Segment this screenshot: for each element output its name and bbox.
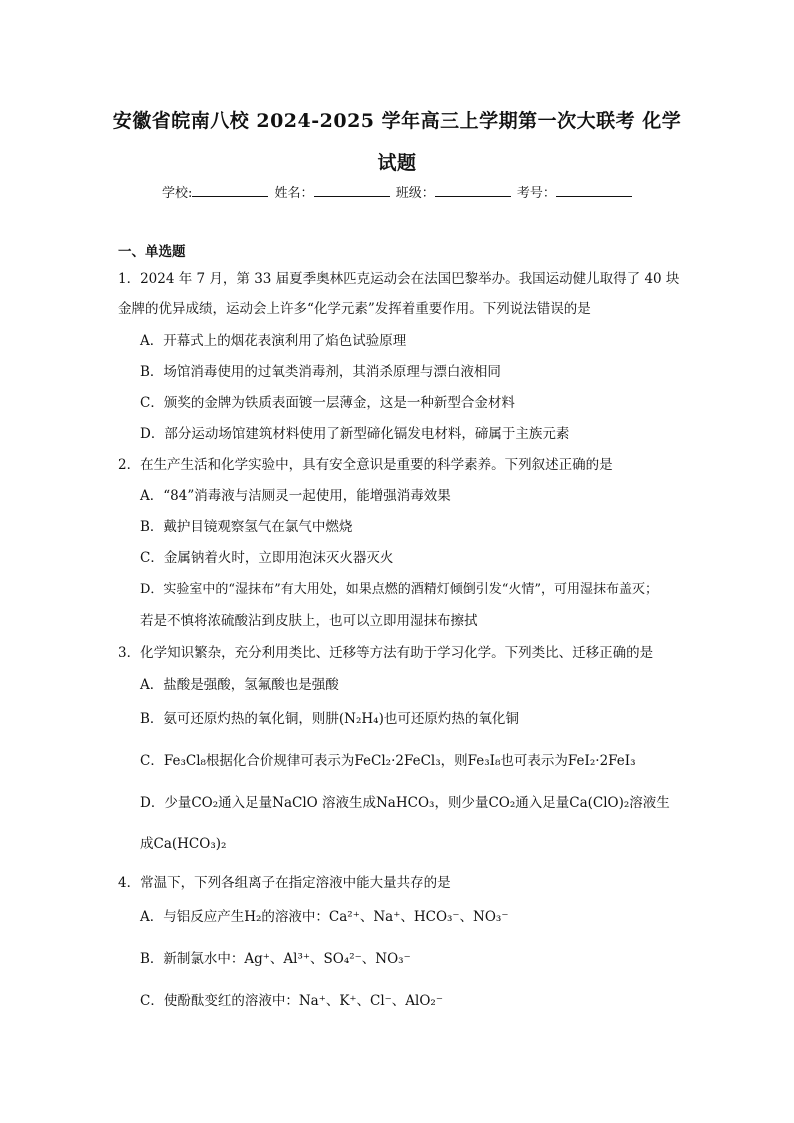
q2-option-b: B．戴护目镜观察氢气在氯气中燃烧 <box>140 519 353 535</box>
class-blank <box>435 184 511 197</box>
q3-option-a: A．盐酸是强酸，氢氟酸也是强酸 <box>140 677 339 693</box>
q3-option-c: C．Fe₃Cl₈根据化合价规律可表示为FeCl₂·2FeCl₃，则Fe₃I₈也可表示为FeI₂·2FeI₃ <box>140 753 636 769</box>
q1-option-b: B．场馆消毒使用的过氧类消毒剂，其消杀原理与漂白液相同 <box>140 364 501 380</box>
q4-option-a: A．与铝反应产生H₂的溶液中：Ca²⁺、Na⁺、HCO₃⁻、NO₃⁻ <box>140 909 509 925</box>
student-info-row <box>162 182 634 201</box>
q2-option-d: D．实验室中的“湿抹布”有大用处，如果点燃的酒精灯倾倒引发“火情”，可用湿抹布盖灭； <box>140 582 659 597</box>
section-heading: 一、单选题 <box>118 244 186 260</box>
name-blank <box>314 184 390 197</box>
q1-option-d: D．部分运动场馆建筑材料使用了新型碲化镉发电材料，碲属于主族元素 <box>140 426 570 442</box>
q1-option-c: C．颁奖的金牌为铁质表面镀一层薄金，这是一种新型合金材料 <box>140 395 515 411</box>
exam-no-blank <box>556 184 632 197</box>
q3-option-d: D．少量CO₂通入足量NaClO 溶液生成NaHCO₃，则少量CO₂通入足量Ca(ClO)₂溶液生 <box>140 795 670 811</box>
q4-stem: 4．常温下，下列各组离子在指定溶液中能大量共存的是 <box>118 875 451 891</box>
q1-stem-cont: 金牌的优异成绩，运动会上许多“化学元素”发挥着重要作用。下列说法错误的是 <box>118 301 591 317</box>
q4-option-c: C．使酚酞变红的溶液中：Na⁺、K⁺、Cl⁻、AlO₂⁻ <box>140 993 443 1009</box>
name-label: 姓名： <box>274 186 314 201</box>
page-title-line2: 试题 <box>377 152 417 174</box>
class-label: 班级： <box>395 186 435 201</box>
exam-no-label: 考号： <box>516 186 556 201</box>
page-title: 安徽省皖南八校 2024-2025 学年高三上学期第一次大联考 化学 <box>112 110 682 132</box>
school-blank <box>192 184 268 197</box>
q2-option-c: C．金属钠着火时，立即用泡沫灭火器灭火 <box>140 550 394 566</box>
q2-stem: 2．在生产生活和化学实验中，具有安全意识是重要的科学素养。下列叙述正确的是 <box>118 457 613 473</box>
q1-stem: 1．2024 年 7 月，第 33 届夏季奥林匹克运动会在法国巴黎举办。我国运动健儿取得了 40 块 <box>118 271 680 287</box>
q1-option-a: A．开幕式上的烟花表演利用了焰色试验原理 <box>140 333 407 349</box>
q4-option-b: B．新制氯水中：Ag⁺、Al³⁺、SO₄²⁻、NO₃⁻ <box>140 951 411 967</box>
q2-option-a: A．“84”消毒液与洁厕灵一起使用，能增强消毒效果 <box>140 488 451 504</box>
q3-option-b: B．氨可还原灼热的氧化铜，则肼(N₂H₄)也可还原灼热的氧化铜 <box>140 711 519 727</box>
school-label: 学校: <box>162 186 193 201</box>
q3-option-d-cont: 成Ca(HCO₃)₂ <box>140 836 227 852</box>
q2-option-d-cont: 若是不慎将浓硫酸沾到皮肤上，也可以立即用湿抹布擦拭 <box>140 613 478 629</box>
q3-stem: 3．化学知识繁杂，充分利用类比、迁移等方法有助于学习化学。下列类比、迁移正确的是 <box>118 645 654 661</box>
